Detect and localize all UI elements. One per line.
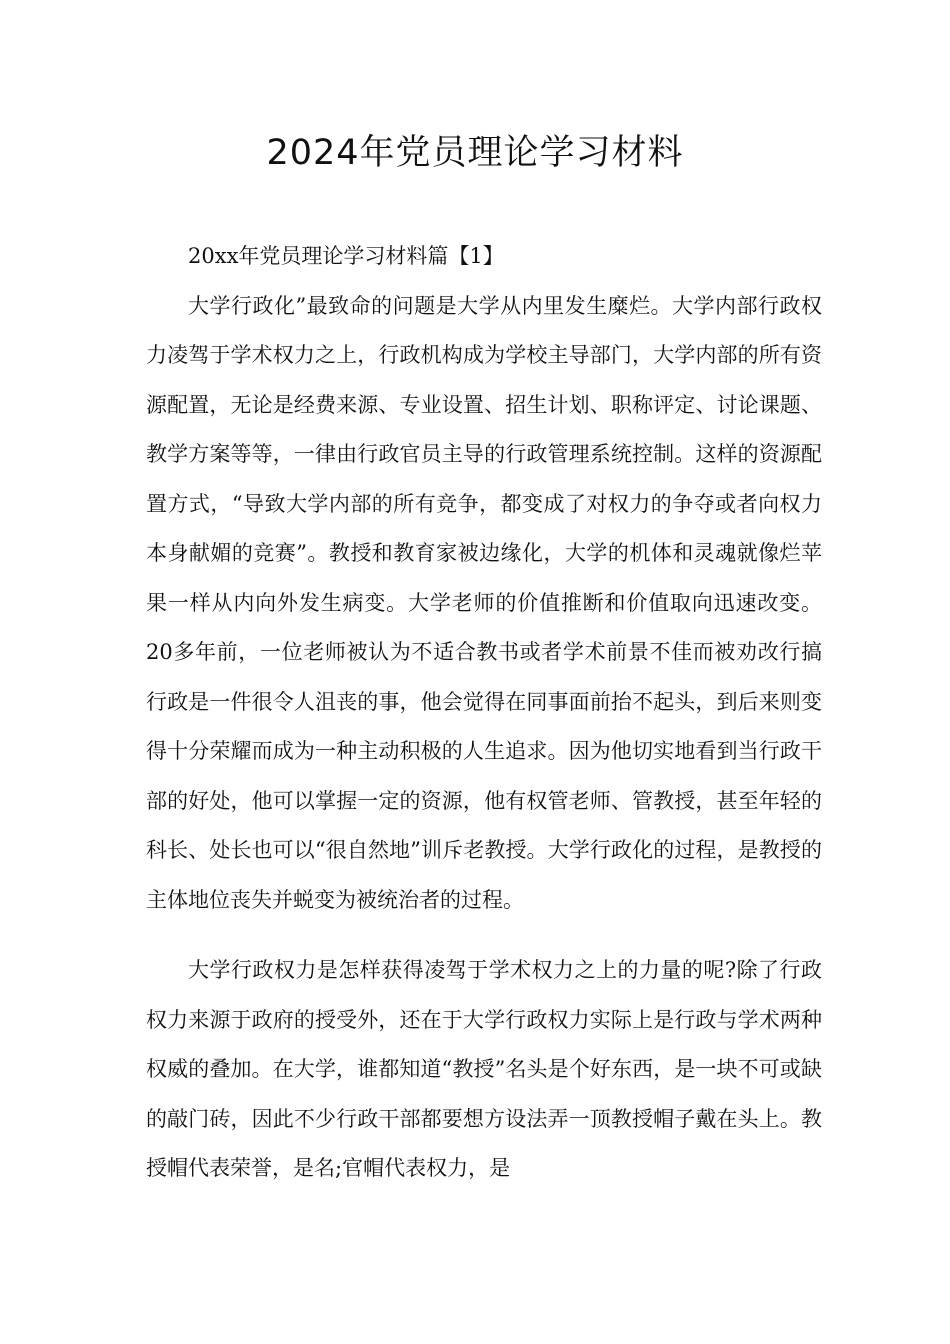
document-body: [146, 232, 822, 1194]
document-title: 2024年党员理论学习材料: [266, 133, 684, 173]
paragraph-1: 大学行政化”最致命的问题是大学从内里发生糜烂。大学内部行政权力凌驾于学术权力之上，行政机构成为学校主导部门，大学内部的所有资源配置，无论是经费来源、专业设置、招生计划、职称评定、讨论课题、教学方案等等，一律由行政官员主导的行政管理系统控制。这样的资源配置方式，“导致大学内部的所有竞争，都变成了对权力的争夺或者向权力本身献媚的竞赛”。教授和教育家被边缘化，大学的机体和灵魂就像烂苹果一样从内向外发生病变。大学老师的价值推断和价值取向迅速改变。20多年前，一位老师被认为不适合教书或者学术前景不佳而被劝改行搞行政是一件很令人沮丧的事，他会觉得在同事面前抬不起头，到后来则变得十分荣耀而成为一种主动积极的人生追求。因为他切实地看到当行政干部的好处，他可以掌握一定的资源，他有权管老师、管教授，甚至年轻的科长、处长也可以“很自然地”训斥老教授。大学行政化的过程，是教授的主体地位丧失并蜕变为被统治者的过程。: [146, 293, 822, 912]
paragraph-2: 大学行政权力是怎样获得凌驾于学术权力之上的力量的呢?除了行政权力来源于政府的授受外，还在于大学行政权力实际上是行政与学术两种权威的叠加。在大学，谁都知道“教授”名头是个好东西，是一块不可或缺的敲门砖，因此不少行政干部都要想方设法弄一顶教授帽子戴在头上。教授帽代表荣誉，是名;官帽代表权力，是: [146, 958, 822, 1180]
section-heading: 20xx年党员理论学习材料篇【1】: [188, 244, 504, 268]
